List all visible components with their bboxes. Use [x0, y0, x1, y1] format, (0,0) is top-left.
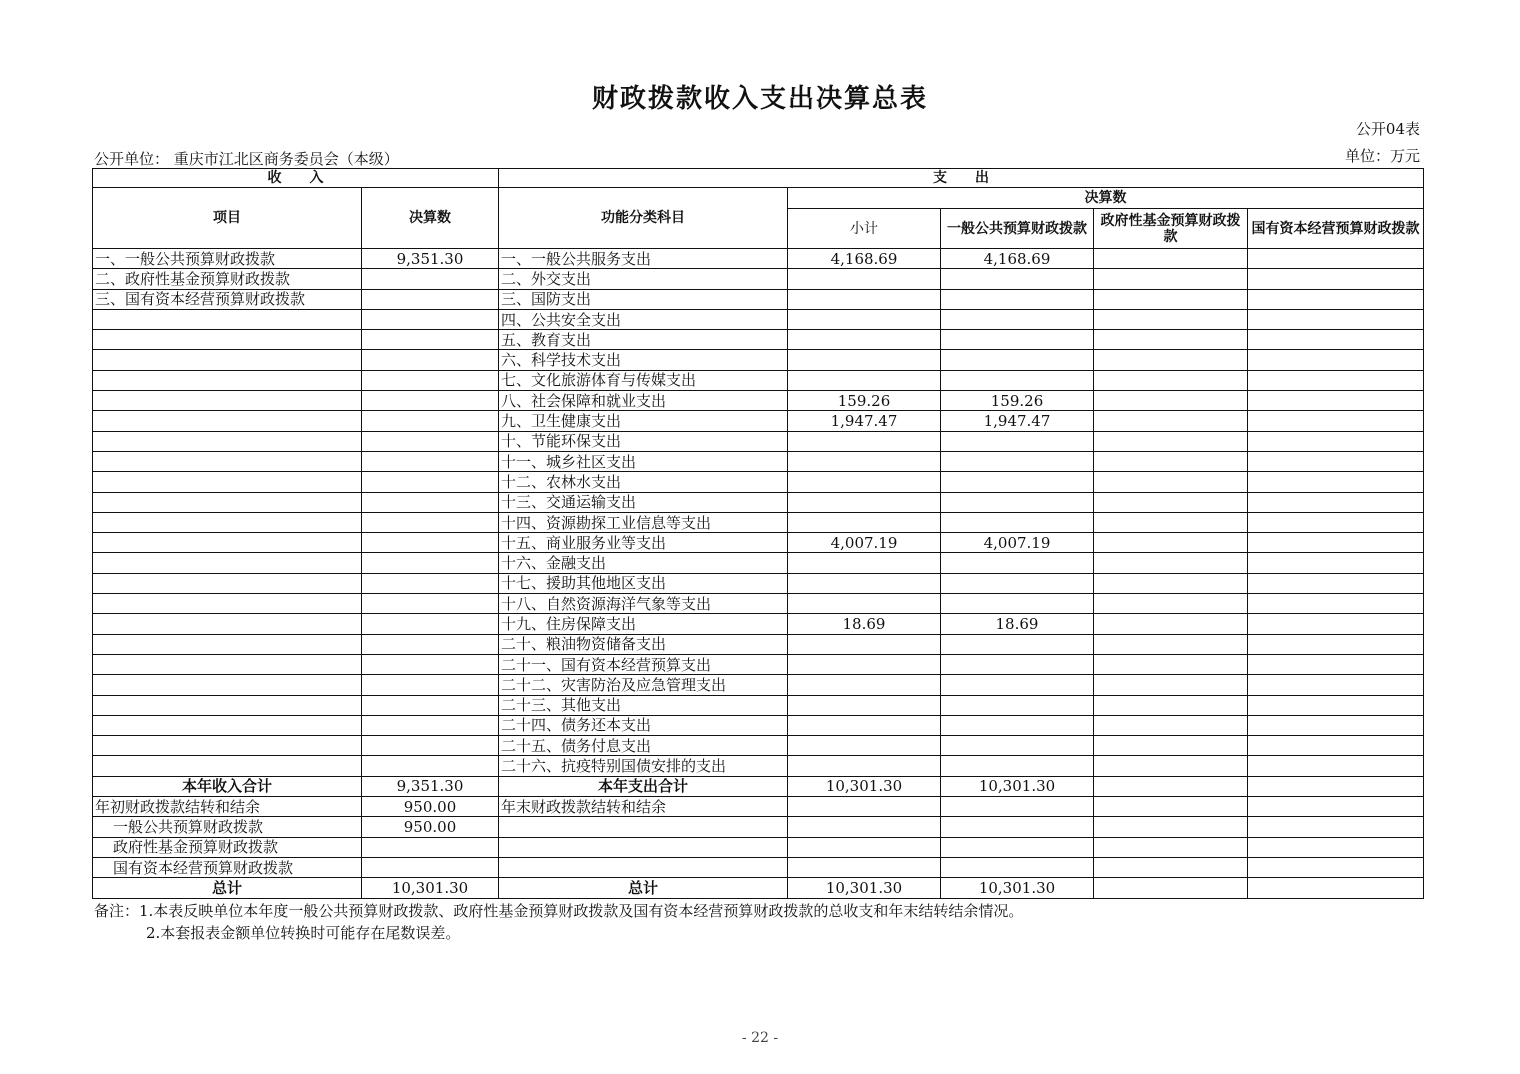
empty-cell [788, 817, 941, 837]
fund-budget-cell [1094, 249, 1248, 269]
subtotal-cell [788, 269, 941, 289]
table-row [93, 837, 1424, 857]
income-item-cell [93, 533, 362, 553]
carry-general-amount: 950.00 [362, 817, 499, 837]
empty-cell [1248, 776, 1424, 796]
expense-total-subtotal: 10,301.30 [788, 776, 941, 796]
general-budget-cell [941, 573, 1094, 593]
grand-total-general: 10,301.30 [941, 878, 1094, 898]
carry-general-label: 一般公共预算财政拨款 [93, 817, 362, 837]
empty-cell [499, 817, 788, 837]
fund-budget-cell [1094, 715, 1248, 735]
function-category-cell: 十九、住房保障支出 [499, 614, 788, 634]
general-budget-cell [941, 492, 1094, 512]
empty-cell [499, 857, 788, 877]
state-capital-cell [1248, 756, 1424, 776]
fund-budget-cell [1094, 309, 1248, 329]
fund-budget-cell [1094, 451, 1248, 471]
income-amount-cell [362, 614, 499, 634]
income-item-cell [93, 370, 362, 390]
item-header: 项目 [93, 188, 362, 249]
fund-budget-cell [1094, 553, 1248, 573]
income-item-cell [93, 451, 362, 471]
grand-total-subtotal: 10,301.30 [788, 878, 941, 898]
income-total-value: 9,351.30 [362, 776, 499, 796]
function-category-cell: 十八、自然资源海洋气象等支出 [499, 594, 788, 614]
func-header: 功能分类科目 [499, 188, 788, 249]
general-budget-cell [941, 695, 1094, 715]
general-budget-cell [941, 594, 1094, 614]
general-budget-cell: 18.69 [941, 614, 1094, 634]
general-budget-cell [941, 431, 1094, 451]
table-row [93, 269, 1424, 289]
general-budget-cell: 1,947.47 [941, 411, 1094, 431]
state-capital-cell [1248, 553, 1424, 573]
income-amount-cell [362, 472, 499, 492]
income-amount-cell [362, 492, 499, 512]
carry-fund-label: 政府性基金预算财政拨款 [93, 837, 362, 857]
income-item-cell [93, 675, 362, 695]
general-budget-cell [941, 350, 1094, 370]
subtotal-cell [788, 553, 941, 573]
income-amount-cell [362, 370, 499, 390]
income-amount-cell [362, 451, 499, 471]
table-row [93, 553, 1424, 573]
function-category-cell: 十三、交通运输支出 [499, 492, 788, 512]
general-budget-cell [941, 512, 1094, 532]
income-amount-cell [362, 695, 499, 715]
function-category-cell: 十五、商业服务业等支出 [499, 533, 788, 553]
state-capital-cell [1248, 249, 1424, 269]
subtotal-cell [788, 289, 941, 309]
table-row [93, 857, 1424, 877]
state-capital-cell [1248, 472, 1424, 492]
fund-budget-cell [1094, 350, 1248, 370]
table-row [93, 878, 1424, 898]
income-amount-cell [362, 309, 499, 329]
function-category-cell: 四、公共安全支出 [499, 309, 788, 329]
state-capital-cell [1248, 391, 1424, 411]
empty-cell [1094, 776, 1248, 796]
general-budget-cell [941, 553, 1094, 573]
income-amount-cell [362, 594, 499, 614]
table-row [93, 675, 1424, 695]
table-row [93, 492, 1424, 512]
subtotal-header: 小计 [788, 209, 941, 249]
income-amount-cell [362, 553, 499, 573]
state-capital-cell [1248, 715, 1424, 735]
empty-cell [1094, 878, 1248, 898]
form-number: 公开04表 [1355, 120, 1420, 138]
general-budget-cell [941, 736, 1094, 756]
empty-cell [941, 797, 1094, 817]
function-category-cell: 二十二、灾害防治及应急管理支出 [499, 675, 788, 695]
function-category-cell: 五、教育支出 [499, 330, 788, 350]
fund-budget-cell [1094, 269, 1248, 289]
income-item-cell [93, 411, 362, 431]
income-item-cell [93, 573, 362, 593]
subtotal-cell [788, 431, 941, 451]
general-budget-cell [941, 289, 1094, 309]
state-capital-cell [1248, 512, 1424, 532]
empty-cell [1094, 837, 1248, 857]
subtotal-cell: 18.69 [788, 614, 941, 634]
grand-total-income: 10,301.30 [362, 878, 499, 898]
carry-state-label: 国有资本经营预算财政拨款 [93, 857, 362, 877]
income-amount-cell [362, 533, 499, 553]
function-category-cell: 二十四、债务还本支出 [499, 715, 788, 735]
income-amount-cell [362, 634, 499, 654]
function-category-cell: 六、科学技术支出 [499, 350, 788, 370]
subtotal-cell: 159.26 [788, 391, 941, 411]
empty-cell [941, 857, 1094, 877]
empty-cell [1248, 878, 1424, 898]
subtotal-cell [788, 675, 941, 695]
general-budget-cell [941, 472, 1094, 492]
state-capital-cell [1248, 533, 1424, 553]
general-budget-cell [941, 715, 1094, 735]
income-amount-cell [362, 350, 499, 370]
state-capital-cell [1248, 634, 1424, 654]
expense-header: 支 出 [499, 169, 1424, 188]
state-capital-cell [1248, 736, 1424, 756]
table-row [93, 756, 1424, 776]
table-row [93, 431, 1424, 451]
subtotal-cell: 4,007.19 [788, 533, 941, 553]
function-category-cell: 十六、金融支出 [499, 553, 788, 573]
income-item-cell [93, 553, 362, 573]
state-capital-cell [1248, 675, 1424, 695]
table-row [93, 472, 1424, 492]
general-budget-cell [941, 451, 1094, 471]
subtotal-cell [788, 472, 941, 492]
table-row [93, 309, 1424, 329]
page-number: - 22 - [741, 1030, 779, 1046]
note-line-1: 备注：1.本表反映单位本年度一般公共预算财政拨款、政府性基金预算财政拨款及国有资本经营预算财政拨款的总收支和年末结转结余情况。 [94, 902, 1024, 920]
income-item-cell [93, 472, 362, 492]
function-category-cell: 一、一般公共服务支出 [499, 249, 788, 269]
subtotal-cell: 1,947.47 [788, 411, 941, 431]
income-amount-cell [362, 736, 499, 756]
table-row [93, 330, 1424, 350]
fund-budget-cell [1094, 594, 1248, 614]
empty-cell [362, 857, 499, 877]
subtotal-cell [788, 350, 941, 370]
income-amount-cell [362, 756, 499, 776]
fund-budget-cell [1094, 736, 1248, 756]
subtotal-cell [788, 309, 941, 329]
function-category-cell: 二十、粮油物资储备支出 [499, 634, 788, 654]
income-item-cell [93, 634, 362, 654]
table-row [93, 411, 1424, 431]
function-category-cell: 二十六、抗疫特别国债安排的支出 [499, 756, 788, 776]
unit-label: 单位：万元 [1344, 147, 1420, 165]
grand-total-label-left: 总计 [93, 878, 362, 898]
subtotal-cell [788, 492, 941, 512]
state-capital-cell [1248, 695, 1424, 715]
table-row [93, 594, 1424, 614]
table-row [93, 736, 1424, 756]
empty-cell [1094, 797, 1248, 817]
income-item-cell [93, 594, 362, 614]
function-category-cell: 八、社会保障和就业支出 [499, 391, 788, 411]
empty-cell [1248, 797, 1424, 817]
table-row [93, 797, 1424, 817]
general-budget-cell [941, 654, 1094, 674]
empty-cell [1094, 817, 1248, 837]
income-amount-cell [362, 512, 499, 532]
fund-budget-cell [1094, 492, 1248, 512]
subtotal-cell [788, 736, 941, 756]
fund-budget-cell [1094, 289, 1248, 309]
fund-budget-cell [1094, 654, 1248, 674]
fund-budget-cell [1094, 533, 1248, 553]
general-budget-cell [941, 330, 1094, 350]
subtotal-cell: 4,168.69 [788, 249, 941, 269]
note-line-2: 2.本套报表金额单位转换时可能存在尾数误差。 [146, 924, 461, 942]
income-item-cell [93, 614, 362, 634]
income-amount-cell [362, 391, 499, 411]
empty-cell [788, 837, 941, 857]
general-budget-cell: 4,168.69 [941, 249, 1094, 269]
function-category-cell: 十一、城乡社区支出 [499, 451, 788, 471]
empty-cell [1248, 837, 1424, 857]
income-item-cell [93, 431, 362, 451]
empty-cell [941, 837, 1094, 857]
table-body [93, 249, 1424, 777]
income-amount-cell [362, 269, 499, 289]
fund-budget-cell [1094, 573, 1248, 593]
function-category-cell: 七、文化旅游体育与传媒支出 [499, 370, 788, 390]
state-capital-cell [1248, 269, 1424, 289]
subtotal-cell [788, 370, 941, 390]
table-row [93, 249, 1424, 269]
state-capital-cell [1248, 411, 1424, 431]
fund-budget-cell [1094, 695, 1248, 715]
fund-header: 政府性基金预算财政拨款 [1094, 209, 1248, 249]
income-amount-cell [362, 573, 499, 593]
income-amount-cell [362, 675, 499, 695]
income-item-cell [93, 492, 362, 512]
state-capital-cell [1248, 370, 1424, 390]
expense-total-label: 本年支出合计 [499, 776, 788, 796]
table-row [93, 533, 1424, 553]
subtotal-cell [788, 695, 941, 715]
income-item-cell [93, 736, 362, 756]
subtotal-cell [788, 512, 941, 532]
state-capital-cell [1248, 451, 1424, 471]
function-category-cell: 十四、资源勘探工业信息等支出 [499, 512, 788, 532]
function-category-cell: 二、外交支出 [499, 269, 788, 289]
empty-cell [1248, 817, 1424, 837]
table-row [93, 370, 1424, 390]
subtotal-cell [788, 654, 941, 674]
state-capital-cell [1248, 431, 1424, 451]
general-budget-cell [941, 756, 1094, 776]
general-budget-cell: 4,007.19 [941, 533, 1094, 553]
subtotal-cell [788, 451, 941, 471]
function-category-cell: 十七、援助其他地区支出 [499, 573, 788, 593]
grand-total-label-right: 总计 [499, 878, 788, 898]
empty-cell [788, 797, 941, 817]
table-row [93, 573, 1424, 593]
function-category-cell: 十二、农林水支出 [499, 472, 788, 492]
state-header: 国有资本经营预算财政拨款 [1248, 209, 1424, 249]
empty-cell [1248, 857, 1424, 877]
table-row [93, 776, 1424, 796]
subtotal-cell [788, 330, 941, 350]
function-category-cell: 二十五、债务付息支出 [499, 736, 788, 756]
amount-header: 决算数 [362, 188, 499, 249]
income-item-cell [93, 695, 362, 715]
table-row [93, 451, 1424, 471]
general-budget-cell [941, 634, 1094, 654]
empty-cell [1094, 857, 1248, 877]
income-item-cell: 三、国有资本经营预算财政拨款 [93, 289, 362, 309]
income-total-label: 本年收入合计 [93, 776, 362, 796]
state-capital-cell [1248, 654, 1424, 674]
fund-budget-cell [1094, 634, 1248, 654]
fund-budget-cell [1094, 391, 1248, 411]
state-capital-cell [1248, 350, 1424, 370]
fund-budget-cell [1094, 411, 1248, 431]
carry-amount: 950.00 [362, 797, 499, 817]
fund-budget-cell [1094, 756, 1248, 776]
subtotal-cell [788, 573, 941, 593]
general-budget-cell [941, 370, 1094, 390]
state-capital-cell [1248, 492, 1424, 512]
table-row [93, 350, 1424, 370]
income-item-cell [93, 350, 362, 370]
expense-total-general: 10,301.30 [941, 776, 1094, 796]
state-capital-cell [1248, 309, 1424, 329]
income-item-cell [93, 715, 362, 735]
table-row [93, 817, 1424, 837]
table-row [93, 715, 1424, 735]
income-amount-cell: 9,351.30 [362, 249, 499, 269]
table-row [93, 654, 1424, 674]
income-item-cell [93, 654, 362, 674]
income-item-cell [93, 512, 362, 532]
income-amount-cell [362, 330, 499, 350]
general-budget-cell: 159.26 [941, 391, 1094, 411]
income-item-cell: 一、一般公共预算财政拨款 [93, 249, 362, 269]
income-item-cell: 二、政府性基金预算财政拨款 [93, 269, 362, 289]
fund-budget-cell [1094, 614, 1248, 634]
subtotal-cell [788, 715, 941, 735]
general-budget-cell [941, 675, 1094, 695]
income-item-cell [93, 309, 362, 329]
income-amount-cell [362, 654, 499, 674]
fund-budget-cell [1094, 472, 1248, 492]
function-category-cell: 十、节能环保支出 [499, 431, 788, 451]
page-title: 财政拨款收入支出决算总表 [591, 84, 928, 114]
subtotal-cell [788, 634, 941, 654]
subtotal-cell [788, 756, 941, 776]
empty-cell [941, 817, 1094, 837]
fund-budget-cell [1094, 370, 1248, 390]
general-budget-cell [941, 309, 1094, 329]
fund-budget-cell [1094, 675, 1248, 695]
state-capital-cell [1248, 614, 1424, 634]
function-category-cell: 二十三、其他支出 [499, 695, 788, 715]
empty-cell [362, 837, 499, 857]
table-row [93, 289, 1424, 309]
state-capital-cell [1248, 330, 1424, 350]
table-row [93, 695, 1424, 715]
state-capital-cell [1248, 289, 1424, 309]
state-capital-cell [1248, 573, 1424, 593]
general-header: 一般公共预算财政拨款 [941, 209, 1094, 249]
income-amount-cell [362, 431, 499, 451]
income-header: 收 入 [93, 169, 499, 188]
end-carry-label: 年末财政拨款结转和结余 [499, 797, 788, 817]
income-item-cell [93, 756, 362, 776]
general-budget-cell [941, 269, 1094, 289]
empty-cell [788, 857, 941, 877]
empty-cell [499, 837, 788, 857]
fund-budget-cell [1094, 512, 1248, 532]
income-amount-cell [362, 411, 499, 431]
table-row [93, 614, 1424, 634]
appropriation-table [92, 168, 1424, 899]
carry-label: 年初财政拨款结转和结余 [93, 797, 362, 817]
state-capital-cell [1248, 594, 1424, 614]
income-amount-cell [362, 715, 499, 735]
income-item-cell [93, 391, 362, 411]
table-row [93, 634, 1424, 654]
income-item-cell [93, 330, 362, 350]
income-amount-cell [362, 289, 499, 309]
table-row [93, 512, 1424, 532]
subtotal-cell [788, 594, 941, 614]
organization-label: 公开单位： 重庆市江北区商务委员会（本级） [94, 150, 399, 168]
summary-body [93, 776, 1424, 898]
fund-budget-cell [1094, 330, 1248, 350]
function-category-cell: 三、国防支出 [499, 289, 788, 309]
function-category-cell: 二十一、国有资本经营预算支出 [499, 654, 788, 674]
fund-budget-cell [1094, 431, 1248, 451]
table-row [93, 391, 1424, 411]
juesuan-header: 决算数 [788, 188, 1424, 209]
function-category-cell: 九、卫生健康支出 [499, 411, 788, 431]
